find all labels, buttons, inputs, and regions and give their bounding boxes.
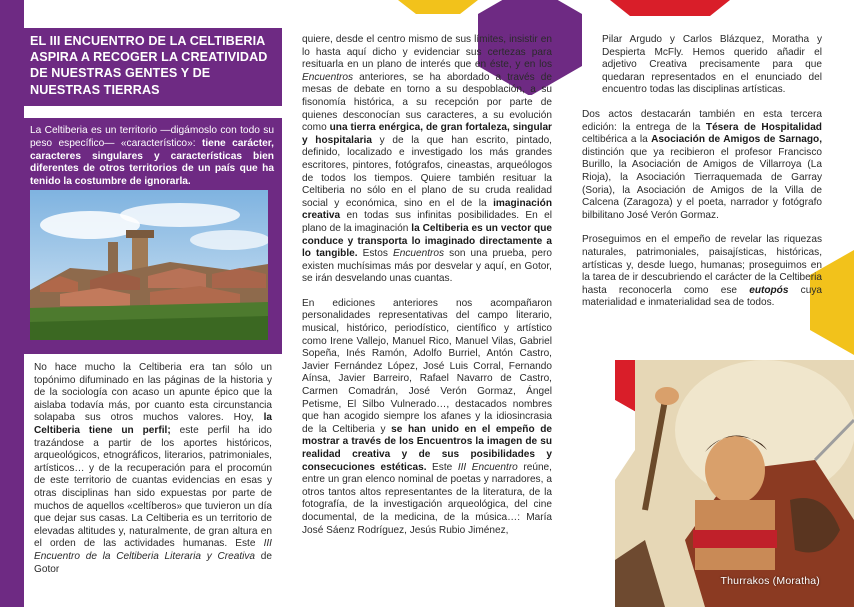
- col2-italic-2: Encuentros: [393, 248, 445, 260]
- intro-text: La Celtiberia es un territorio —digámoslo con todo su peso específico— «característico»:: [30, 125, 274, 149]
- col3-p2-bold-1: Tésera de Hospitalidad: [705, 121, 822, 133]
- col3-p3-text-a: Proseguimos en el empeño de revelar las riquezas naturales, patrimoniales, paisajísticas, históricas, artísticas y, desde luego, humanas; proseguimos en la tarea de ir descubriendo el carácter de la Celtiberia hasta reconocerla como ese: [582, 234, 822, 296]
- col1-bold: la Celtiberia tiene un perfil;: [34, 412, 272, 436]
- col2-text-e: Estos: [357, 248, 393, 260]
- red-hexagon-top: [610, 0, 730, 22]
- comic-illustration: [575, 360, 854, 607]
- col2-text-a: quiere, desde el centro mismo de sus límites, insistir en lo hasta aquí dicho y evidenciar sus certezas para resituarla en un plano de interés que en éste, y en los: [302, 34, 552, 71]
- col1-text-c: de Gotor: [34, 550, 272, 575]
- purple-side-band: [0, 0, 24, 607]
- col3-paragraph-1: Pilar Argudo y Carlos Blázquez, Moratha y Despierta McFly. Hemos querido añadir el adjetivo Creativa precisamente para que quedaran representados en el enunciado del encuentro todas las disciplinas artísticas.: [602, 34, 822, 96]
- col1-text-b: este perfil ha ido trazándose a partir de los aportes históricos, arqueológicos, etnográficos, literarios, patrimoniales, artísticos… y de la recuperación para el procomún de este territorio de cuantas evidencias en esas y otras disciplinas han sido expuestas por parte de muchos de aquellos «celtíberos» que tuvieron un día que dejar sus casas. La Celtiberia es un territorio de elevadas altitudes y, naturalmente, de gran altura en el orden de las actividades humanas. Este: [34, 424, 273, 550]
- col2-text-c: y de la que han escrito, pintado, definido, localizado e investigado los más grandes escritores, pintores, fotógrafos, cineastas, arqueólogos de todos los tiempos. Quiere también resituar la Celtiberia no sólo en el plano de su cruda realidad social y económica, sino en el de la: [302, 134, 552, 209]
- col2-text-f: son una prueba, pero existen muchísimas más por desvelar y aquí, en Gotor, se irán desvelando unas cuantas.: [302, 248, 552, 285]
- column-3: [582, 34, 822, 310]
- col1-italic: III Encuentro de la Celtiberia Literaria y Creativa: [34, 538, 272, 562]
- col2-bold-3: la Celtiberia es un vector que conduce y transporta lo imaginado directamente a lo tangible.: [302, 222, 552, 260]
- image-caption: Thurrakos (Moratha): [720, 575, 820, 587]
- intro-paragraph: [30, 125, 274, 189]
- col2-text-d: en todas sus infinitas posibilidades. En el plano de la imaginación: [302, 210, 552, 234]
- village-photo: [30, 190, 268, 340]
- article-title: EL III ENCUENTRO DE LA CELTIBERIA ASPIRA A RECOGER LA CREATIVIDAD DE NUESTRAS GENTES Y DE NUESTRAS TIERRAS: [30, 34, 268, 97]
- col1-paragraph: [34, 362, 272, 576]
- col3-p3-bold-italic: eutopós: [749, 284, 789, 296]
- col3-p2-text-c: distinción que ya recibieron el profesor Francisco Burillo, la Asociación de Amigos de Villarroya (La Rioja), la Asociación Tierraquemada de Garray (Soria), la Asociación de Amigos de la Villa de Calcena (Zaragoza) y el poeta, narrador y fotógrafo bilbilitano José Verón Gormaz.: [582, 146, 822, 221]
- col3-p3-text-b: cuya materialidad e inmaterialidad sea de todos.: [582, 284, 822, 309]
- col2-p2-bold: se han unido en el empeño de mostrar a través de los Encuentros la imagen de su realidad creativa y de sus posibilidades y consecuciones estéticas.: [302, 423, 552, 473]
- col2-text-b: anteriores, se ha abordado a través de mesas de debate en torno a su despoblación, a su fisonomía histórica, a su recepción por parte de quienes desconocían sus caracteres, a su evolución como: [302, 71, 552, 134]
- column-1: [34, 362, 272, 576]
- col2-paragraph-2: [302, 298, 552, 537]
- col2-italic-1: Encuentros: [302, 71, 354, 83]
- col3-paragraph-3: [582, 234, 822, 310]
- col2-p2-text-c: reúne, entre un gran elenco nominal de poetas y narradores, a otros tantos altos representantes de la literatura, de la fotografía, de la investigación arqueológica, del cine documental, de la medicina, de la música…: María José Sáenz Rodríguez, Jesús Rubio Jiménez,: [302, 461, 552, 536]
- col1-text-a: No hace mucho la Celtiberia era tan sólo un topónimo difuminado en las páginas de la historia y de la sociología con acaso un apunte épico que la aislaba todavía más, por cuanto esta circunstancia solapaba sus otros muchos valores. Hoy,: [34, 362, 272, 424]
- column-2: [302, 34, 552, 537]
- col2-bold-1: una tierra enérgica, de gran fortaleza, singular y hospitalaria: [302, 122, 552, 146]
- col2-p2-text-b: Este: [426, 461, 458, 473]
- col2-p2-text-a: En ediciones anteriores nos acompañaron personalidades representativas del campo literario, musical, histórico, periodístico, científico y artístico como Irene Vallejo, Manuel Rico, Manuel Vilas, Gabriel Sopeña, Inés Ramón, Adolfo Burriel, Antón Castro, Javier Fernández López, José Luis Corral, Fernando Aínsa, Javier Barreiro, Rafael Navarro de Castro, Carmen Comadrán, José Verón Gormaz, Ángel Petisme, El Silbo Vulnerado…, destacados nombres que han acogido siempre los afanes y la idiosincrasia de la Celtiberia y: [302, 297, 552, 435]
- col2-bold-2: imaginación creativa: [302, 197, 552, 222]
- col2-paragraph-1: [302, 34, 552, 286]
- yellow-hexagon-top: [398, 0, 478, 20]
- col3-paragraph-2: [582, 109, 822, 222]
- intro-bold-text: tiene carácter, caracteres singulares y características bien diferentes de otros territorios de un país que ha tenido la costumbre de ignorarla.: [30, 137, 274, 188]
- col3-p2-text-b: celtibérica a la: [582, 134, 652, 146]
- col3-p2-bold-2: Asociación de Amigos de Sarnago,: [651, 134, 822, 146]
- col3-p2-text-a: Dos actos destacarán también en esta tercera edición: la entrega de la: [582, 108, 822, 133]
- col2-p2-italic: III Encuentro: [457, 461, 518, 473]
